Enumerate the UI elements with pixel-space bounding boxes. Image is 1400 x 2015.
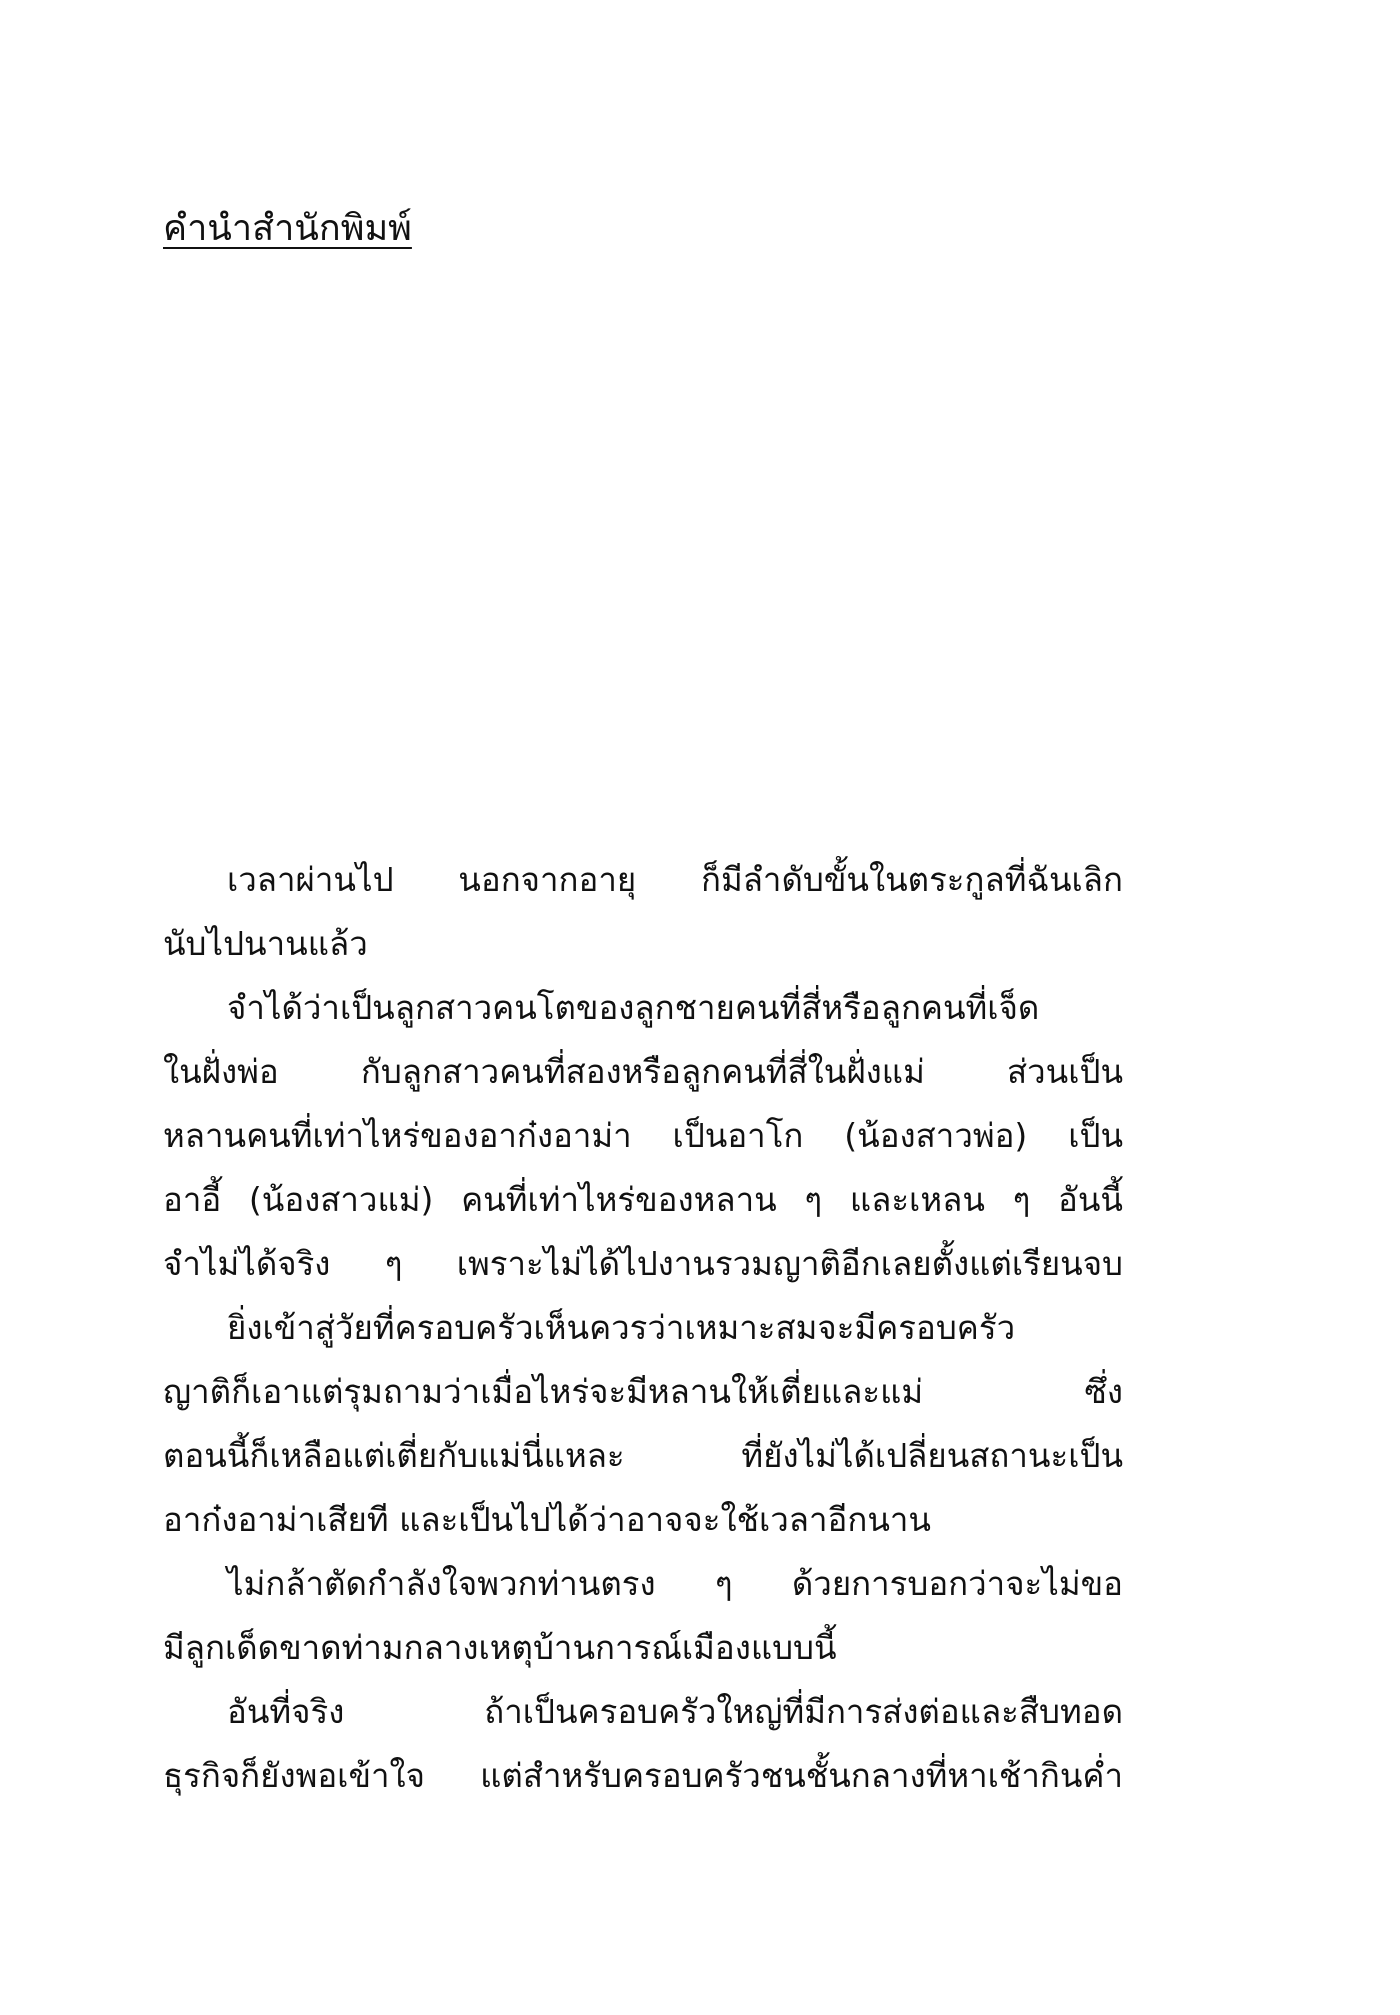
text-line: ยิ่งเข้าสู่วัยที่ครอบครัวเห็นควรว่าเหมาะสมจะมีครอบครัว [227,1308,1016,1347]
text-line: จำไม่ได้จริง ๆ เพราะไม่ได้ไปงานรวมญาติอีกเลยตั้งแต่เรียนจบ [163,1244,1123,1283]
text-line: นับไปนานแล้ว [163,924,368,963]
page-heading: คำนำสำนักพิมพ์ [163,208,412,249]
text-line: ญาติก็เอาแต่รุมถามว่าเมื่อไหร่จะมีหลานให้เตี่ยและแม่ ซึ่ง [163,1372,1123,1411]
text-line: เวลาผ่านไป นอกจากอายุ ก็มีลำดับขั้นในตระกูลที่ฉันเลิก [227,860,1123,899]
text-line: ไม่กล้าตัดกำลังใจพวกท่านตรง ๆ ด้วยการบอกว่าจะไม่ขอ [227,1564,1123,1603]
body-text [163,848,1123,1808]
text-line: มีลูกเด็ดขาดท่ามกลางเหตุบ้านการณ์เมืองแบบนี้ [163,1628,837,1667]
text-line: อันที่จริง ถ้าเป็นครอบครัวใหญ่ที่มีการส่งต่อและสืบทอด [227,1692,1123,1731]
text-line: จำได้ว่าเป็นลูกสาวคนโตของลูกชายคนที่สี่หรือลูกคนที่เจ็ด [227,988,1040,1027]
text-line: อาอี้ (น้องสาวแม่) คนที่เท่าไหร่ของหลาน ๆ และเหลน ๆ อันนี้ [163,1180,1123,1219]
text-line: อาก๋งอาม่าเสียที และเป็นไปได้ว่าอาจจะใช้เวลาอีกนาน [163,1500,931,1539]
text-line: ธุรกิจก็ยังพอเข้าใจ แต่สำหรับครอบครัวชนชั้นกลางที่หาเช้ากินค่ำ [163,1756,1123,1795]
text-line: ตอนนี้ก็เหลือแต่เตี่ยกับแม่นี่แหละ ที่ยังไม่ได้เปลี่ยนสถานะเป็น [163,1436,1123,1475]
text-line: ในฝั่งพ่อ กับลูกสาวคนที่สองหรือลูกคนที่สี่ในฝั่งแม่ ส่วนเป็น [163,1052,1123,1091]
text-line: หลานคนที่เท่าไหร่ของอาก๋งอาม่า เป็นอาโก (น้องสาวพ่อ) เป็น [163,1116,1123,1155]
